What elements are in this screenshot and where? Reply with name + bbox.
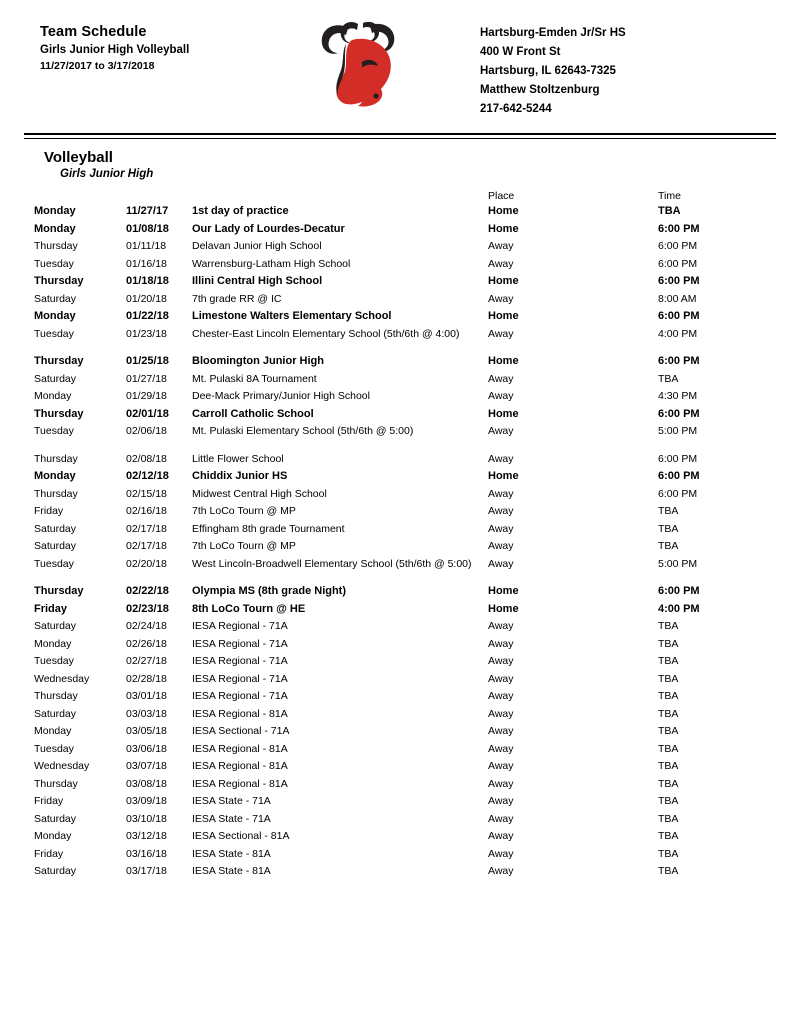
cell-event: IESA Regional - 81A	[192, 760, 288, 772]
cell-time: TBA	[658, 742, 679, 755]
cell-place: Away	[488, 847, 514, 860]
cell-event: Dee-Mack Primary/Junior High School	[192, 390, 370, 402]
cell-day: Tuesday	[34, 425, 74, 437]
cell-place: Away	[488, 390, 514, 402]
team-name: Girls Junior High Volleyball	[40, 44, 190, 56]
cell-place: Away	[488, 865, 514, 877]
cell-event: 7th LoCo Tourn @ MP	[192, 505, 296, 517]
cell-event: Chester-East Lincoln Elementary School (5th/6th @ 4:00)	[192, 327, 460, 340]
cell-date: 01/08/18	[126, 222, 169, 235]
cell-day: Saturday	[34, 522, 77, 535]
cell-date: 03/10/18	[126, 812, 167, 825]
schedule-table-body	[34, 203, 774, 881]
cell-date: 02/20/18	[126, 557, 167, 570]
page-title: Team Schedule	[40, 24, 147, 40]
cell-place: Home	[488, 602, 519, 615]
table-row	[34, 538, 774, 556]
school-contact-name: Matthew Stoltzenburg	[480, 84, 600, 96]
cell-date: 02/17/18	[126, 540, 167, 552]
cell-place: Away	[488, 672, 514, 685]
cell-day: Friday	[34, 505, 64, 517]
cell-day: Wednesday	[34, 672, 90, 685]
table-row	[34, 388, 774, 406]
cell-date: 02/15/18	[126, 487, 167, 500]
table-row-spacer	[34, 573, 774, 583]
cell-date: 02/27/18	[126, 655, 167, 667]
cell-time: TBA	[658, 540, 679, 552]
cell-time: TBA	[658, 725, 679, 737]
cell-place: Away	[488, 372, 514, 385]
column-header-place: Place	[488, 189, 515, 202]
season-date-range: 11/27/2017 to 3/17/2018	[40, 60, 155, 72]
header-right-block	[420, 18, 770, 119]
cell-day: Friday	[34, 795, 64, 807]
cell-event: Olympia MS (8th grade Night)	[192, 585, 347, 597]
cell-event: Limestone Walters Elementary School	[192, 310, 392, 322]
cell-place: Away	[488, 725, 514, 737]
cell-place: Home	[488, 310, 519, 322]
cell-time: TBA	[658, 522, 679, 535]
cell-time: TBA	[658, 830, 679, 842]
table-row	[34, 255, 774, 273]
cell-place: Away	[488, 257, 514, 270]
table-row	[34, 220, 774, 238]
cell-date: 01/27/18	[126, 372, 167, 385]
table-row	[34, 740, 774, 758]
cell-event: IESA Regional - 81A	[192, 707, 288, 720]
cell-date: 01/20/18	[126, 292, 167, 305]
cell-date: 03/03/18	[126, 707, 167, 720]
cell-day: Monday	[34, 470, 76, 482]
cell-event: Illini Central High School	[192, 275, 323, 287]
sport-heading	[0, 139, 800, 180]
table-row	[34, 203, 774, 221]
cell-event: Carroll Catholic School	[192, 407, 314, 420]
cell-date: 02/17/18	[126, 522, 167, 535]
cell-place: Away	[488, 742, 514, 755]
cell-event: 7th grade RR @ IC	[192, 292, 282, 305]
table-row	[34, 723, 774, 741]
table-row	[34, 290, 774, 308]
cell-event: IESA Regional - 71A	[192, 672, 288, 685]
sport-name: Volleyball	[44, 148, 113, 166]
cell-time: TBA	[658, 655, 679, 667]
cell-date: 02/01/18	[126, 407, 169, 420]
cell-day: Saturday	[34, 865, 77, 877]
cell-event: Mt. Pulaski Elementary School (5th/6th @ 5:00)	[192, 425, 414, 437]
cell-event: Our Lady of Lourdes-Decatur	[192, 222, 345, 235]
table-row	[34, 775, 774, 793]
cell-place: Away	[488, 557, 514, 570]
document-header	[0, 0, 800, 119]
table-row	[34, 450, 774, 468]
table-row	[34, 863, 774, 881]
sport-level: Girls Junior High	[60, 167, 154, 180]
cell-place: Home	[488, 222, 519, 235]
cell-day: Tuesday	[34, 557, 74, 570]
cell-event: IESA State - 81A	[192, 847, 271, 860]
table-row-spacer	[34, 343, 774, 353]
cell-date: 03/16/18	[126, 847, 167, 860]
cell-place: Away	[488, 690, 514, 702]
cell-time: TBA	[658, 620, 679, 632]
table-row	[34, 635, 774, 653]
cell-place: Away	[488, 620, 514, 632]
cell-event: IESA Regional - 71A	[192, 655, 288, 667]
cell-date: 01/18/18	[126, 275, 169, 287]
school-phone: 217-642-5244	[480, 103, 552, 115]
cell-date: 01/16/18	[126, 257, 167, 270]
cell-time: 4:30 PM	[658, 390, 698, 402]
cell-time: 6:00 PM	[658, 355, 700, 367]
cell-date: 03/07/18	[126, 760, 167, 772]
schedule-table	[34, 190, 774, 881]
cell-place: Home	[488, 205, 519, 217]
cell-day: Friday	[34, 847, 64, 860]
cell-place: Away	[488, 812, 514, 825]
cell-day: Monday	[34, 310, 76, 322]
spacer-cell	[34, 440, 774, 450]
cell-place: Away	[488, 487, 514, 500]
cell-date: 03/06/18	[126, 742, 167, 755]
cell-time: TBA	[658, 690, 679, 702]
table-row	[34, 503, 774, 521]
cell-date: 02/24/18	[126, 620, 167, 632]
cell-date: 03/08/18	[126, 777, 167, 790]
column-header-day	[34, 190, 126, 203]
cell-day: Thursday	[34, 240, 78, 252]
table-row	[34, 705, 774, 723]
cell-event: 1st day of practice	[192, 205, 289, 217]
cell-place: Away	[488, 637, 514, 650]
table-row	[34, 583, 774, 601]
table-row	[34, 485, 774, 503]
cell-event: Bloomington Junior High	[192, 355, 324, 367]
table-row	[34, 273, 774, 291]
cell-place: Away	[488, 760, 514, 772]
cell-day: Saturday	[34, 292, 77, 305]
cell-day: Monday	[34, 222, 76, 235]
cell-event: IESA Regional - 81A	[192, 777, 288, 790]
cell-place: Away	[488, 707, 514, 720]
cell-event: IESA Regional - 71A	[192, 690, 288, 702]
cell-time: TBA	[658, 707, 679, 720]
cell-place: Away	[488, 522, 514, 535]
cell-time: TBA	[658, 205, 681, 217]
table-row	[34, 308, 774, 326]
cell-date: 03/05/18	[126, 725, 167, 737]
cell-event: Effingham 8th grade Tournament	[192, 522, 345, 535]
school-address: 400 W Front St	[480, 46, 561, 58]
cell-day: Thursday	[34, 275, 84, 287]
cell-time: 6:00 PM	[658, 487, 698, 500]
table-row	[34, 370, 774, 388]
cell-time: 4:00 PM	[658, 327, 698, 340]
cell-day: Saturday	[34, 540, 77, 552]
cell-event: West Lincoln-Broadwell Elementary School (5th/6th @ 5:00)	[192, 557, 472, 570]
cell-time: 6:00 PM	[658, 585, 700, 597]
cell-day: Saturday	[34, 372, 77, 385]
cell-time: 8:00 AM	[658, 292, 697, 305]
cell-event: IESA State - 71A	[192, 812, 271, 825]
cell-date: 02/23/18	[126, 602, 169, 615]
cell-time: TBA	[658, 505, 679, 517]
cell-place: Home	[488, 407, 519, 420]
cell-time: TBA	[658, 777, 679, 790]
table-row	[34, 653, 774, 671]
school-city-state-zip: Hartsburg, IL 62643-7325	[480, 65, 616, 77]
cell-day: Thursday	[34, 777, 78, 790]
cell-time: 6:00 PM	[658, 240, 698, 252]
cell-date: 01/29/18	[126, 390, 167, 402]
cell-place: Away	[488, 505, 514, 517]
cell-date: 01/25/18	[126, 355, 169, 367]
cell-date: 02/06/18	[126, 425, 167, 437]
cell-place: Away	[488, 327, 514, 340]
cell-date: 03/01/18	[126, 690, 167, 702]
spacer-cell	[34, 573, 774, 583]
cell-day: Tuesday	[34, 257, 74, 270]
cell-time: 5:00 PM	[658, 557, 698, 570]
cell-place: Away	[488, 830, 514, 842]
cell-date: 01/11/18	[126, 240, 167, 252]
cell-event: IESA Regional - 81A	[192, 742, 288, 755]
cell-day: Thursday	[34, 407, 84, 420]
cell-date: 02/26/18	[126, 637, 167, 650]
cell-time: TBA	[658, 795, 679, 807]
cell-time: 6:00 PM	[658, 470, 700, 482]
cell-day: Thursday	[34, 355, 84, 367]
cell-date: 11/27/17	[126, 205, 169, 217]
cell-day: Monday	[34, 637, 72, 650]
cell-event: IESA State - 71A	[192, 795, 271, 807]
table-row	[34, 688, 774, 706]
cell-time: TBA	[658, 812, 679, 825]
table-row	[34, 238, 774, 256]
cell-event: 7th LoCo Tourn @ MP	[192, 540, 296, 552]
table-row	[34, 555, 774, 573]
cell-time: TBA	[658, 637, 679, 650]
table-row-spacer	[34, 440, 774, 450]
cell-date: 02/12/18	[126, 470, 169, 482]
cell-time: TBA	[658, 672, 679, 685]
cell-event: Delavan Junior High School	[192, 240, 322, 252]
spacer-cell	[34, 343, 774, 353]
cell-day: Tuesday	[34, 327, 74, 340]
table-row	[34, 520, 774, 538]
cell-day: Monday	[34, 725, 72, 737]
column-header-date	[126, 190, 192, 203]
table-row	[34, 405, 774, 423]
table-row	[34, 423, 774, 441]
table-row	[34, 353, 774, 371]
cell-day: Monday	[34, 830, 72, 842]
cell-event: IESA Regional - 71A	[192, 637, 288, 650]
cell-time: TBA	[658, 865, 679, 877]
cell-event: IESA State - 81A	[192, 865, 271, 877]
table-row	[34, 670, 774, 688]
cell-place: Away	[488, 795, 514, 807]
cell-day: Thursday	[34, 452, 78, 465]
cell-event: Little Flower School	[192, 452, 284, 465]
cell-day: Thursday	[34, 487, 78, 500]
cell-event: Warrensburg-Latham High School	[192, 257, 351, 270]
cell-day: Wednesday	[34, 760, 90, 772]
cell-place: Away	[488, 540, 514, 552]
school-name: Hartsburg-Emden Jr/Sr HS	[480, 27, 626, 39]
cell-place: Away	[488, 777, 514, 790]
cell-place: Home	[488, 275, 519, 287]
cell-place: Away	[488, 425, 514, 437]
cell-date: 03/12/18	[126, 830, 167, 842]
cell-time: 6:00 PM	[658, 257, 698, 270]
ram-head-icon	[308, 20, 412, 112]
table-row	[34, 810, 774, 828]
cell-day: Tuesday	[34, 742, 74, 755]
table-header-row	[34, 190, 774, 203]
cell-time: TBA	[658, 847, 679, 860]
cell-date: 02/16/18	[126, 505, 167, 517]
table-row	[34, 793, 774, 811]
cell-place: Home	[488, 470, 519, 482]
cell-event: Chiddix Junior HS	[192, 470, 288, 482]
cell-day: Thursday	[34, 690, 78, 702]
column-header-event	[192, 190, 488, 203]
cell-day: Monday	[34, 390, 72, 402]
cell-day: Tuesday	[34, 655, 74, 667]
cell-time: 5:00 PM	[658, 425, 698, 437]
cell-time: 6:00 PM	[658, 407, 700, 420]
cell-time: TBA	[658, 760, 679, 772]
cell-time: TBA	[658, 372, 679, 385]
cell-place: Away	[488, 292, 514, 305]
column-header-time: Time	[658, 189, 681, 202]
cell-date: 01/22/18	[126, 310, 169, 322]
cell-day: Saturday	[34, 812, 77, 825]
table-row	[34, 325, 774, 343]
table-row	[34, 618, 774, 636]
cell-place: Home	[488, 585, 519, 597]
cell-time: 6:00 PM	[658, 275, 700, 287]
cell-day: Saturday	[34, 707, 77, 720]
cell-date: 03/17/18	[126, 865, 167, 877]
table-row	[34, 828, 774, 846]
cell-place: Away	[488, 655, 514, 667]
cell-time: 6:00 PM	[658, 310, 700, 322]
cell-date: 02/08/18	[126, 452, 167, 465]
table-row	[34, 468, 774, 486]
school-logo	[300, 18, 420, 112]
cell-event: IESA Sectional - 81A	[192, 830, 290, 842]
table-row	[34, 600, 774, 618]
cell-time: 6:00 PM	[658, 452, 698, 465]
cell-day: Saturday	[34, 620, 77, 632]
cell-time: 4:00 PM	[658, 602, 700, 615]
table-row	[34, 758, 774, 776]
cell-event: 8th LoCo Tourn @ HE	[192, 602, 306, 615]
divider-thick	[24, 133, 776, 135]
cell-date: 02/22/18	[126, 585, 169, 597]
cell-date: 02/28/18	[126, 672, 167, 685]
cell-day: Friday	[34, 602, 68, 615]
header-left-block	[40, 18, 300, 72]
cell-day: Thursday	[34, 585, 84, 597]
cell-event: IESA Sectional - 71A	[192, 725, 290, 737]
cell-date: 01/23/18	[126, 327, 167, 340]
cell-date: 03/09/18	[126, 795, 167, 807]
cell-place: Away	[488, 452, 514, 465]
cell-time: 6:00 PM	[658, 222, 700, 235]
cell-day: Monday	[34, 205, 76, 217]
cell-event: IESA Regional - 71A	[192, 620, 288, 632]
table-row	[34, 845, 774, 863]
cell-event: Midwest Central High School	[192, 487, 327, 500]
cell-place: Home	[488, 355, 519, 367]
cell-event: Mt. Pulaski 8A Tournament	[192, 372, 317, 385]
cell-place: Away	[488, 240, 514, 252]
